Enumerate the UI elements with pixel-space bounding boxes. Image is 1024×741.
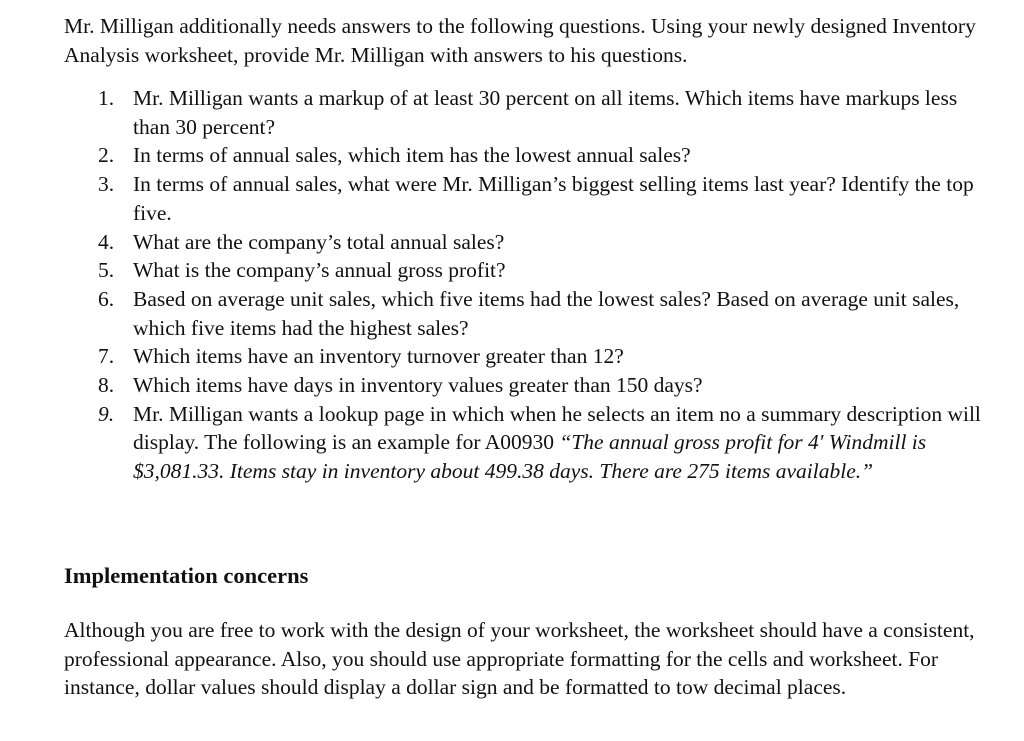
item-number: 3. xyxy=(98,172,115,197)
list-item xyxy=(64,342,984,371)
list-item xyxy=(64,228,984,257)
item-number: 5. xyxy=(98,258,115,283)
item-number: 8. xyxy=(98,373,115,398)
concerns-paragraph: Although you are free to work with the design of your worksheet, the worksheet should have a consistent, professional appearance. Also, you should use appropriate formatting for the cells and worksheet. For instance, dollar values should display a dollar sign and be formatted to tow decimal places. xyxy=(64,618,975,700)
list-item xyxy=(64,84,984,141)
item-text: What is the company’s annual gross profit? xyxy=(133,258,506,283)
item-number: 4. xyxy=(98,229,115,254)
list-item xyxy=(64,285,984,342)
item-text: Mr. Milligan wants a markup of at least 30 percent on all items. Which items have markups less than 30 percent? xyxy=(133,86,958,139)
list-item xyxy=(64,141,984,170)
example-quote: “The annual gross profit for 4' Windmill is $3,081.33. Items stay in inventory about 499.38 days. There are 275 items available.” xyxy=(133,430,927,484)
item-number: 7. xyxy=(98,344,115,369)
item-text: Which items have an inventory turnover greater than 12? xyxy=(133,344,624,369)
questions-list xyxy=(64,84,984,486)
item-number: 6. xyxy=(98,286,115,311)
item-text: Which items have days in inventory values greater than 150 days? xyxy=(133,373,703,398)
item-text: What are the company’s total annual sales? xyxy=(133,229,505,254)
intro-paragraph: Mr. Milligan additionally needs answers to the following questions. Using your newly designed Inventory Analysis worksheet, provide Mr. Milligan with answers to his questions. xyxy=(64,14,976,67)
list-item xyxy=(64,170,984,227)
section-heading: Implementation concerns xyxy=(64,563,309,588)
list-item xyxy=(64,256,984,285)
item-number: 2. xyxy=(98,143,115,168)
item-text: Based on average unit sales, which five items had the lowest sales? Based on average unit sales, which five items had the highest sales? xyxy=(133,286,960,340)
item-number: 9. xyxy=(98,401,115,426)
item-text: In terms of annual sales, what were Mr. Milligan’s biggest selling items last year? Identify the top five. xyxy=(133,172,974,225)
item-number: 1. xyxy=(98,86,115,110)
item-text: In terms of annual sales, which item has the lowest annual sales? xyxy=(133,143,691,168)
list-item xyxy=(64,371,984,400)
list-item xyxy=(64,400,984,486)
item-text: Mr. Milligan wants a lookup page in which when he selects an item no a summary description will display. The following is an example for A00930 xyxy=(133,401,981,455)
